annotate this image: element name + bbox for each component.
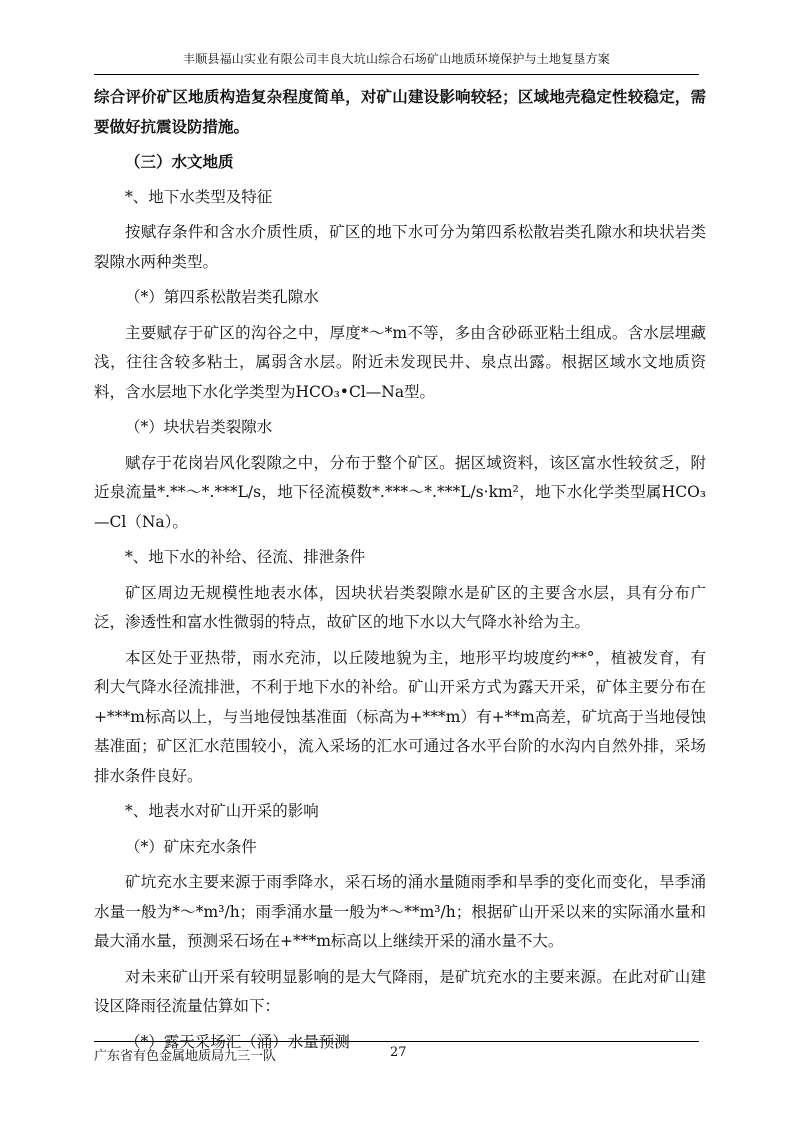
subheading-inflow-forecast: （*）露天采场汇（涌）水量预测 (125, 1032, 350, 1051)
section-heading-hydrogeology: （三）水文地质 (125, 152, 234, 171)
header-rule (94, 74, 699, 75)
paragraph-climate-terrain: 本区处于亚热带，雨水充沛，以丘陵地貌为主，地形平均坡度约**°，植被发育，有利大气降水径流排泄，不利于地下水的补给。矿山开采方式为露天开采，矿体主要分布在+***m标高以上，与当地侵蚀基准面（标高为+***m）有+**m高差，矿坑高于当地侵蚀基准面；矿区汇水范围较小，流入采场的汇水可通过各水平台阶的水沟内自然外排，采场排水条件良好。 (94, 648, 706, 785)
page-body (94, 82, 706, 1057)
footer-rule (94, 1041, 699, 1042)
paragraph-recharge: 矿区周边无规模性地表水体，因块状岩类裂隙水是矿区的主要含水层，具有分布广泛，渗透性和富水性微弱的特点，故矿区的地下水以大气降水补给为主。 (94, 583, 706, 631)
paragraph-pore-water: 主要赋存于矿区的沟谷之中，厚度*～*m不等，多由含砂砾亚粘土组成。含水层埋藏浅，往往含较多粘土，属弱含水层。附近未发现民井、泉点出露。根据区域水文地质资料，含水层地下水化学类型为HCO₃•Cl—Na型。 (94, 323, 706, 401)
page-header: 丰顺县福山实业有限公司丰良大坑山综合石场矿山地质环境保护与土地复垦方案 (182, 52, 610, 66)
subheading-recharge: *、地下水的补给、径流、排泄条件 (125, 548, 366, 566)
subheading-fissure-water: （*）块状岩类裂隙水 (125, 418, 273, 436)
paragraph-rainfall: 对未来矿山开采有较明显影响的是大气降雨，是矿坑充水的主要来源。在此对矿山建设区降雨径流量估算如下： (94, 967, 706, 1015)
paragraph-fissure-water: 赋存于花岗岩风化裂隙之中，分布于整个矿区。据区域资料，该区富水性较贫乏，附近泉流量*.**～*.***L/s，地下径流模数*.***～*.***L/s·km²，地下水化学类型属HCO₃—Cl（Na）。 (94, 453, 706, 531)
subheading-pore-water: （*）第四系松散岩类孔隙水 (125, 288, 319, 306)
page-number: 27 (390, 1045, 407, 1060)
paragraph-summary: 综合评价矿区地质构造复杂程度简单，对矿山建设影响较轻；区域地壳稳定性较稳定，需要做好抗震设防措施。 (94, 87, 706, 136)
footer-organization: 广东省有色金属地质局九三一队 (94, 1049, 277, 1064)
subheading-water-filling: （*）矿床充水条件 (125, 837, 257, 856)
paragraph-water-filling: 矿坑充水主要来源于雨季降水，采石场的涌水量随雨季和旱季的变化而变化，旱季涌水量一般为*～*m³/h；雨季涌水量一般为*～**m³/h；根据矿山开采以来的实际涌水量和最大涌水量，预测采石场在+***m标高以上继续开采的涌水量不大。 (94, 873, 706, 950)
subheading-surface-water: *、地表水对矿山开采的影响 (125, 802, 319, 820)
subheading-groundwater-types: *、地下水类型及特征 (125, 187, 273, 206)
paragraph-groundwater-types: 按赋存条件和含水介质性质，矿区的地下水可分为第四系松散岩类孔隙水和块状岩类裂隙水两种类型。 (94, 223, 706, 271)
